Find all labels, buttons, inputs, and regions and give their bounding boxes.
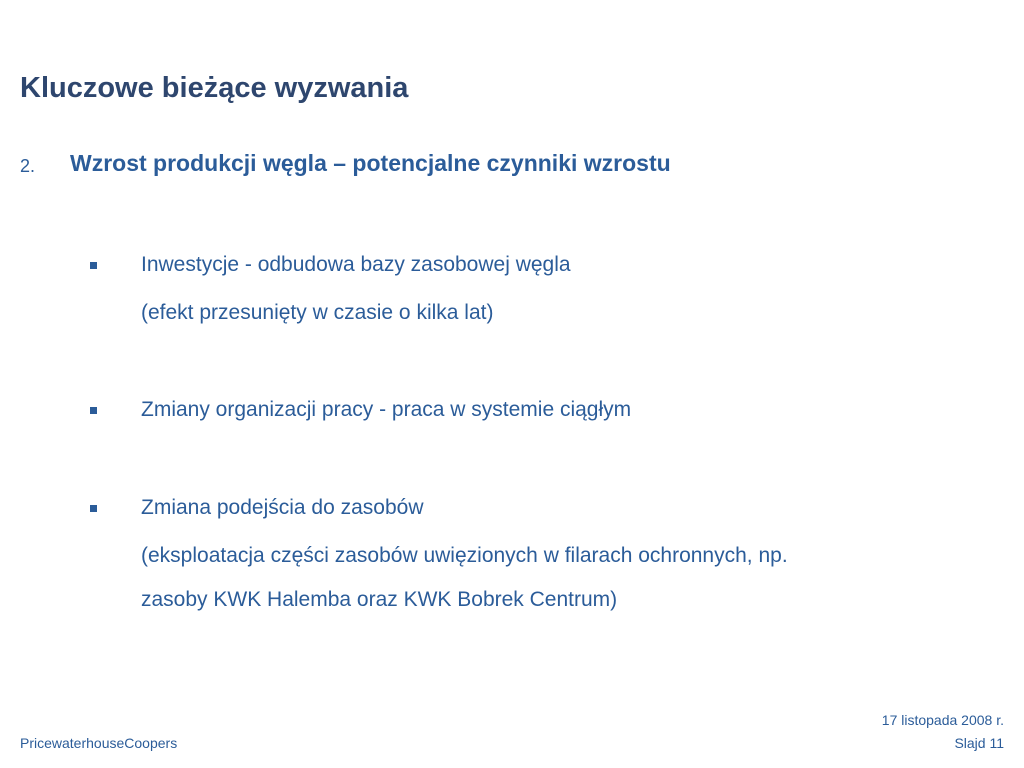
footer-company: PricewaterhouseCoopers bbox=[20, 735, 178, 751]
bullet-text: Zmiana podejścia do zasobów bbox=[141, 496, 424, 519]
bullet-subtext: (eksploatacja części zasobów uwięzionych w filarach ochronnych, np. bbox=[141, 544, 788, 567]
footer-date: 17 listopada 2008 r. bbox=[881, 712, 1004, 728]
section-number: 2. bbox=[20, 156, 36, 176]
footer-slide-number: Slajd 11 bbox=[954, 735, 1004, 751]
square-bullet-icon bbox=[90, 505, 97, 512]
section-heading-text: Wzrost produkcji węgla – potencjalne czynniki wzrostu bbox=[70, 150, 671, 176]
slide-title: Kluczowe bieżące wyzwania bbox=[20, 72, 409, 104]
bullet-text: Zmiany organizacji pracy - praca w systemie ciągłym bbox=[141, 398, 632, 421]
square-bullet-icon bbox=[90, 262, 97, 269]
square-bullet-icon bbox=[90, 407, 97, 414]
bullet-subtext: zasoby KWK Halemba oraz KWK Bobrek Centrum) bbox=[141, 588, 618, 611]
bullet-text: Inwestycje - odbudowa bazy zasobowej węgla bbox=[141, 253, 571, 276]
bullet-subtext: (efekt przesunięty w czasie o kilka lat) bbox=[141, 301, 494, 324]
